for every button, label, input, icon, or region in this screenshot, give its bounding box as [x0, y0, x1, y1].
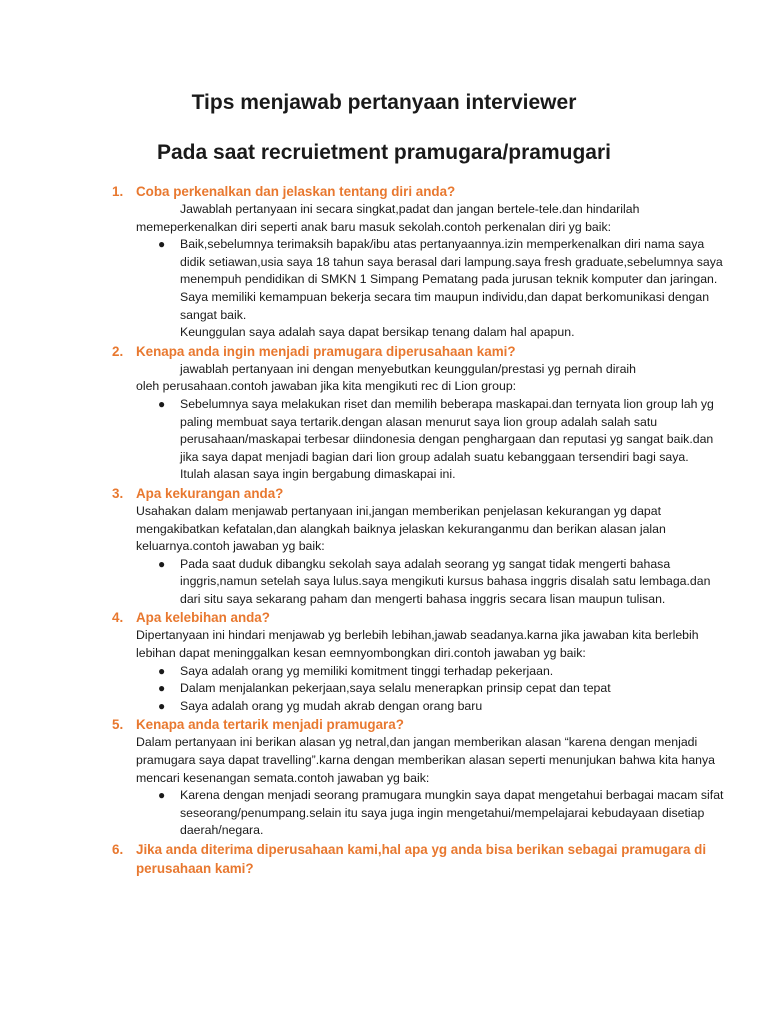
example-answer-list	[112, 663, 728, 716]
answer-guidance	[112, 201, 728, 236]
example-answer-list	[112, 396, 728, 466]
example-answer: Saya adalah orang yg mudah akrab dengan orang baru	[180, 698, 483, 713]
example-answer-list	[112, 556, 728, 609]
example-answer: Sebelumnya saya melakukan riset dan memilih beberapa maskapai.dan ternyata lion group lah yg paling membuat saya tertarik.dengan alasan menurut saya lion group adalah salah satu perusahaan/maskapai terbesar diindonesia dengan penghargaan dan reputasi yg sangat baik.dan jika saya dapat menjadi bagian dari lion group adalah suatu kebanggaan tersendiri bagi saya.	[180, 396, 714, 464]
list-item	[156, 787, 728, 840]
bullet-icon: ●	[158, 698, 166, 713]
example-answer: Saya adalah orang yg memiliki komitment tinggi terhadap pekerjaan.	[180, 663, 554, 678]
question-section-3	[112, 484, 728, 609]
bullet-icon: ●	[158, 556, 166, 571]
guidance-line-2: oleh perusahaan.contoh jawaban jika kita mengikuti rec di Lion group:	[136, 379, 517, 394]
bullet-icon: ●	[158, 237, 166, 252]
bullet-icon: ●	[158, 396, 166, 411]
guidance-line-1: jawablah pertanyaan ini dengan menyebutkan keunggulan/prestasi yg pernah diraih	[180, 361, 636, 376]
document-subtitle: Pada saat recruietment pramugara/pramugari	[156, 141, 611, 164]
bullet-icon: ●	[158, 681, 166, 696]
example-answer: Pada saat duduk dibangku sekolah saya adalah seorang yg sangat tidak mengerti bahasa inggris,namun setelah saya lulus.saya mengikuti kursus bahasa inggris disalah satu lembaga.dan dari situ saya sekarang paham dan mengerti bahasa inggris secara lisan maupun tulisan.	[180, 556, 711, 606]
question-heading	[112, 715, 728, 734]
question-text: Apa kelebihan anda?	[136, 610, 270, 626]
answer-guidance: Dipertanyaan ini hindari menjawab yg berlebih lebihan,jawab seadanya.karna jika jawaban kita berlebih lebihan dapat meninggalkan kesan eemnyombongkan diri.contoh jawaban yg baik:	[136, 628, 699, 661]
example-answer-continued: Itulah alasan saya ingin bergabung dimaskapai ini.	[180, 467, 456, 482]
question-number: 2.	[112, 343, 124, 359]
question-number: 1.	[112, 184, 124, 199]
answer-guidance	[112, 361, 728, 396]
question-heading	[112, 182, 728, 201]
list-item	[156, 680, 728, 698]
question-text: Jika anda diterima diperusahaan kami,hal apa yg anda bisa berikan sebagai pramugara di perusahaan kami?	[136, 842, 707, 876]
question-section-4	[112, 608, 728, 715]
answer-guidance: Usahakan dalam menjawab pertanyaan ini,jangan memberikan penjelasan kekurangan yg dapat mengakibatkan kefatalan,dan alangkah baiknya jelaskan kekuranganmu dan berikan alasan jalan keluarnya.contoh jawaban yg baik:	[136, 503, 666, 554]
bullet-icon: ●	[158, 663, 166, 678]
guidance-line-2: memeperkenalkan diri seperti anak baru masuk sekolah.contoh perkenalan diri yg baik:	[136, 219, 612, 234]
question-text: Kenapa anda ingin menjadi pramugara diperusahaan kami?	[136, 343, 516, 359]
list-item	[156, 396, 728, 466]
question-list	[0, 182, 768, 878]
question-number: 6.	[112, 842, 124, 857]
list-item	[156, 698, 728, 716]
example-answer-list	[112, 787, 728, 840]
question-heading	[112, 840, 728, 878]
guidance-line-1: Jawablah pertanyaan ini secara singkat,padat dan jangan bertele-tele.dan hindarilah	[180, 202, 640, 216]
question-heading	[112, 342, 728, 361]
example-answer: Dalam menjalankan pekerjaan,saya selalu menerapkan prinsip cepat dan tepat	[180, 681, 611, 696]
list-item	[156, 556, 728, 609]
question-text: Apa kekurangan anda?	[136, 485, 284, 501]
list-item	[156, 236, 728, 324]
answer-guidance: Dalam pertanyaan ini berikan alasan yg netral,dan jangan memberikan alasan “karena dengan menjadi pramugara saya dapat travelling”.karna dengan memberikan alasan seperti menunjukan bahwa kita hanya mencari kesenangan semata.contoh jawaban yg baik:	[136, 735, 715, 785]
example-answer: Baik,sebelumnya terimaksih bapak/ibu atas pertanyaannya.izin memperkenalkan diri nama saya didik setiawan,usia saya 18 tahun saya berasal dari lampung.saya fresh graduate,sebelumnya saya menempuh pendidikan di SMKN 1 Simpang Pematang pada jurusan teknik komputer dan jaringan. Saya memiliki kemampuan bekerja secara tim maupun individu,dan dapat berkomunikasi dengan sangat baik.	[180, 237, 723, 322]
example-answer-continued: Keunggulan saya adalah saya dapat bersikap tenang dalam hal apapun.	[180, 325, 575, 340]
question-section-1	[112, 182, 728, 342]
question-heading	[112, 608, 728, 627]
bullet-icon: ●	[158, 788, 166, 803]
example-answer-list	[112, 236, 728, 324]
question-text: Kenapa anda tertarik menjadi pramugara?	[136, 717, 404, 733]
question-number: 3.	[112, 485, 124, 501]
question-number: 4.	[112, 610, 124, 626]
question-section-6	[112, 840, 728, 878]
question-text: Coba perkenalkan dan jelaskan tentang diri anda?	[136, 184, 456, 199]
question-heading	[112, 484, 728, 503]
question-section-2	[112, 342, 728, 484]
question-section-5	[112, 715, 728, 840]
list-item	[156, 663, 728, 681]
question-number: 5.	[112, 717, 124, 733]
document-title: Tips menjawab pertanyaan interviewer	[191, 91, 577, 114]
example-answer: Karena dengan menjadi seorang pramugara mungkin saya dapat mengetahui berbagai macam sifat seseorang/penumpang.selain itu saya juga ingin mengetahui/mempelajarai kebudayaan disetiap daerah/negara.	[180, 788, 724, 838]
